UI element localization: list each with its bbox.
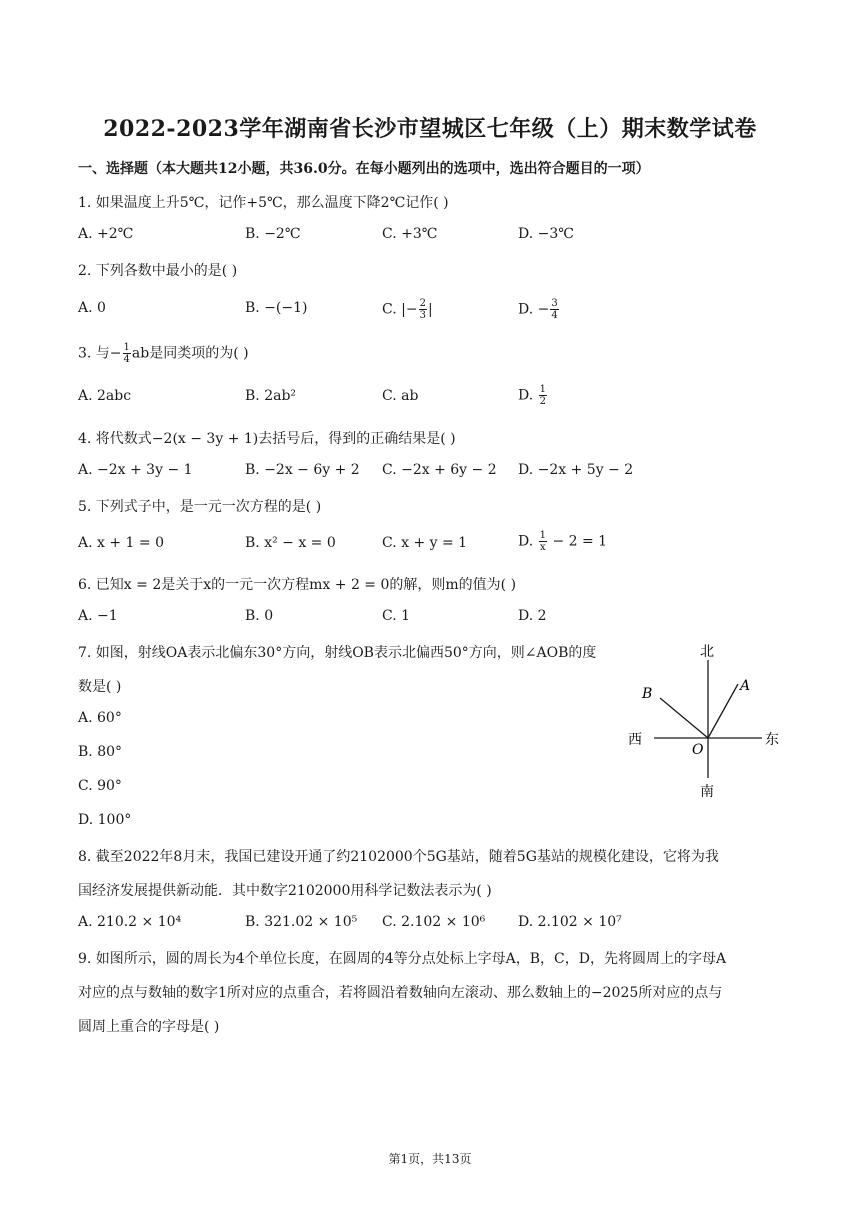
q5-option-d: D. $\frac{1}{x}$ − 2 = 1 [518,530,608,553]
question-8-stem-line2: 国经济发展提供新动能．其中数字2102000用科学记数法表示为( ) [78,883,492,899]
q1-option-a: A. +2℃ [78,226,134,242]
q5-option-b: B. x² − x = 0 [245,535,336,551]
question-6-stem: 6. 已知x = 2是关于x的一元一次方程mx + 2 = 0的解，则m的值为( ) [78,577,517,593]
q4-option-b: B. −2x − 6y + 2 [245,462,360,478]
q8-option-c: C. 2.102 × 10⁶ [382,914,486,930]
question-1-options [78,226,778,250]
q6-option-c: C. 1 [382,608,411,624]
q7-option-b: B. 80° [78,744,123,760]
question-8-stem-line1: 8. 截至2022年8月末，我国已建设开通了约2102000个5G基站，随着5G基站的规模化建设，它将为我 [78,849,719,865]
question-4-stem: 4. 将代数式−2(x − 3y + 1)去括号后，得到的正确结果是( ) [78,431,456,447]
question-9-stem-line3: 圆周上重合的字母是( ) [78,1019,220,1035]
question-1-stem: 1. 如果温度上升5℃，记作+5℃，那么温度下降2℃记作( ) [78,195,449,211]
q6-option-b: B. 0 [245,608,274,624]
question-7-stem-line2: 数是( ) [78,679,122,695]
ray-ob [660,698,708,738]
q3-option-d: D. $\frac{1}{2}$ [518,384,547,407]
q3-option-a: A. 2abc [78,388,132,404]
compass-direction-figure [620,640,790,805]
label-point-o: O [692,742,704,758]
q2-option-a: A. 0 [78,300,106,316]
label-point-b: B [642,686,653,702]
question-8-options [78,914,778,938]
q8-option-a: A. 210.2 × 10⁴ [78,914,182,930]
q3-option-c: C. ab [382,388,419,404]
q3-option-b: B. 2ab² [245,388,297,404]
q4-option-a: A. −2x + 3y − 1 [78,462,193,478]
exam-title: 2022-2023学年湖南省长沙市望城区七年级（上）期末数学试卷 [103,116,757,142]
question-3-stem: 3. 与− $\frac{1}{4}$ ab是同类项的为( ) [78,342,249,365]
question-7-stem-line1: 7. 如图，射线OA表示北偏东30°方向，射线OB表示北偏西50°方向，则∠AOB的度 [78,645,597,661]
q2-option-d: D. − $\frac{3}{4}$ [518,298,558,321]
question-3-options [78,384,778,408]
question-4-options [78,462,778,486]
question-2-options [78,298,778,322]
question-5-options [78,530,778,554]
label-south: 南 [700,784,714,800]
q7-option-d: D. 100° [78,812,132,828]
q5-option-a: A. x + 1 = 0 [78,535,164,551]
q1-option-c: C. +3℃ [382,226,438,242]
question-5-stem: 5. 下列式子中，是一元一次方程的是( ) [78,499,322,515]
label-north: 北 [700,644,714,660]
page-footer: 第1页，共13页 [388,1152,472,1166]
q5-option-c: C. x + y = 1 [382,535,468,551]
q2-option-c: C. |− $\frac{2}{3}$ | [382,298,433,321]
question-6-options [78,608,778,632]
q7-option-c: C. 90° [78,778,122,794]
label-west: 西 [628,732,642,748]
ray-oa [708,684,738,738]
q2-option-b: B. −(−1) [245,300,308,316]
q7-option-a: A. 60° [78,710,122,726]
question-9-stem-line1: 9. 如图所示，圆的周长为4个单位长度，在圆周的4等分点处标上字母A，B，C，D，先将圆周上的字母A [78,951,727,967]
q4-option-d: D. −2x + 5y − 2 [518,462,634,478]
question-9-stem-line2: 对应的点与数轴的数字1所对应的点重合，若将圆沿着数轴向左滚动、那么数轴上的−2025所对应的点与 [78,985,723,1001]
q4-option-c: C. −2x + 6y − 2 [382,462,497,478]
section-heading: 一、选择题（本大题共12小题，共36.0分。在每小题列出的选项中，选出符合题目的一项） [78,161,650,177]
q1-option-b: B. −2℃ [245,226,301,242]
q8-option-b: B. 321.02 × 10⁵ [245,914,358,930]
label-point-a: A [740,678,751,694]
q1-option-d: D. −3℃ [518,226,574,242]
q8-option-d: D. 2.102 × 10⁷ [518,914,622,930]
q6-option-d: D. 2 [518,608,547,624]
label-east: 东 [765,732,779,748]
question-2-stem: 2. 下列各数中最小的是( ) [78,263,238,279]
q6-option-a: A. −1 [78,608,118,624]
